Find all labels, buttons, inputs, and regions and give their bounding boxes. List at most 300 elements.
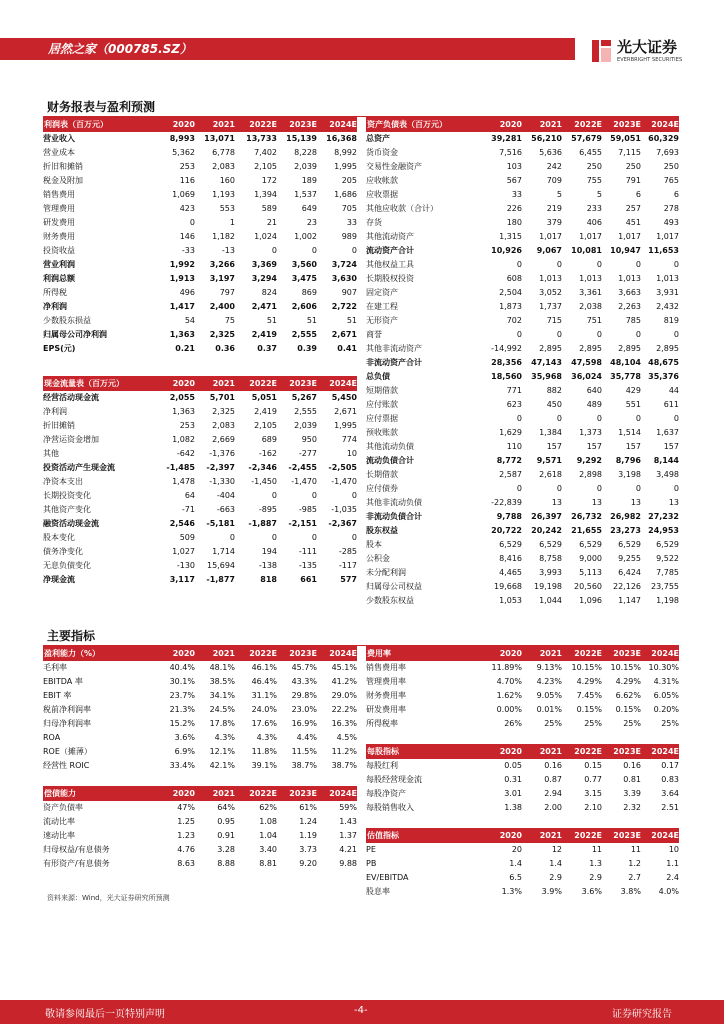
row-value: 3,663 [618,288,641,297]
row-label: 净利润 [43,302,67,311]
row-value: 16,368 [326,134,357,143]
brand-name: 光大证券 [617,38,678,56]
row-value: 882 [546,386,562,395]
row-value: 6.9% [174,747,195,756]
row-value: 5,113 [579,568,602,577]
row-value: 2,432 [656,302,679,311]
row-value: 6,529 [579,540,602,549]
row-value: 0 [635,414,641,423]
row-label: 短期借款 [366,386,398,395]
row-value: 2,419 [254,407,277,416]
row-value: 0 [596,484,602,493]
row-value: 24.5% [209,705,235,714]
row-value: 3.6% [581,887,602,896]
row-value: 3,294 [251,274,277,283]
row-value: 2,039 [294,421,317,430]
table-header-year: 2023E [277,376,317,391]
row-value: 2,722 [331,302,357,311]
row-value: 989 [341,232,357,241]
row-value: 24.0% [251,705,277,714]
row-value: 3,724 [331,260,357,269]
table-row [43,286,357,300]
row-value: 1,013 [618,274,641,283]
row-label: 应付票据 [366,414,398,423]
row-value: 765 [663,176,679,185]
table-row [366,356,679,370]
row-value: 29.0% [331,691,357,700]
income-statement-table [43,117,357,356]
row-label: 流动负债合计 [366,456,414,465]
row-value: 10.15% [571,663,602,672]
table-row [43,342,357,356]
row-value: 1.38 [504,803,522,812]
row-value: 33 [511,190,522,199]
row-label: 每股销售收入 [366,803,414,812]
row-value: 30.1% [169,677,195,686]
row-value: 709 [546,176,562,185]
table-header-year: 2024E [641,117,679,132]
row-value: 0.20% [653,705,679,714]
row-value: 1,027 [172,547,195,556]
row-value: -5,181 [206,519,235,528]
row-value: 8,796 [615,456,641,465]
row-value: 1.4 [549,859,562,868]
row-value: 2,105 [254,421,277,430]
row-label: EBIT 率 [43,691,72,700]
row-value: 0.77 [584,775,602,784]
row-value: 15,694 [207,561,235,570]
row-value: 7,402 [254,148,277,157]
table-row [43,829,357,843]
row-value: 42.1% [209,761,235,770]
row-value: 771 [506,386,522,395]
row-value: -14,992 [491,344,522,353]
row-value: 9.88 [339,859,357,868]
table-row [366,675,679,689]
table-row [366,328,679,342]
table-row [366,580,679,594]
row-value: 2.51 [661,803,679,812]
row-value: 8.88 [217,859,235,868]
table-header-year: 2024E [317,376,357,391]
row-value: 2,895 [579,344,602,353]
table-row [366,286,679,300]
row-value: 1,629 [499,428,522,437]
row-value: 4.21 [339,845,357,854]
row-value: 7,115 [618,148,641,157]
row-label: 资产负债率 [43,803,83,812]
row-label: 投资收益 [43,246,75,255]
row-value: 11.89% [491,663,522,672]
per-share-table [366,744,679,815]
row-label: 所得税率 [366,719,398,728]
row-value: 13,071 [204,134,235,143]
row-value: 64% [217,803,235,812]
row-value: 28,356 [491,358,522,367]
row-label: 折旧摊销 [43,421,75,430]
row-value: -71 [181,505,195,514]
table-header-label: 费用率 [366,646,482,661]
row-value: 278 [663,204,679,213]
row-value: 2,895 [539,344,562,353]
row-value: 7,693 [656,148,679,157]
row-value: 2,555 [291,330,317,339]
row-value: 1,995 [334,421,357,430]
row-value: 20,722 [491,526,522,535]
row-value: 567 [506,176,522,185]
row-label: 总资产 [366,134,390,143]
row-label: 有形资产/有息债务 [43,859,110,868]
table-row [43,745,357,759]
row-value: 553 [219,204,235,213]
table-row [366,496,679,510]
row-value: -404 [216,491,235,500]
row-value: 5 [556,190,562,199]
row-value: 21 [266,218,277,227]
row-label: 其他应收款（合计） [366,204,438,213]
row-value: 8,144 [653,456,679,465]
table-header-year: 2022E [235,786,277,801]
row-value: 1,013 [656,274,679,283]
row-value: 1.23 [177,831,195,840]
row-value: 3.01 [504,789,522,798]
row-value: -2,346 [248,463,277,472]
row-label: 折旧和摊销 [43,162,83,171]
row-value: 0 [556,260,562,269]
row-value: 702 [506,316,522,325]
row-value: 785 [625,316,641,325]
row-value: 11.5% [291,747,317,756]
row-value: 1.19 [299,831,317,840]
row-value: 1.1 [666,859,679,868]
table-row [366,146,679,160]
table-row [43,717,357,731]
row-label: 财务费用率 [366,691,406,700]
table-row [43,405,357,419]
row-value: 253 [179,421,195,430]
table-row [43,419,357,433]
row-value: 35,778 [610,372,641,381]
row-value: 26% [504,719,522,728]
row-value: 6,529 [499,540,522,549]
table-header-row [366,744,679,759]
row-value: 3,266 [209,260,235,269]
row-value: 819 [663,316,679,325]
row-value: 755 [586,176,602,185]
row-value: 2,671 [331,330,357,339]
row-label: 其他资产变化 [43,505,91,514]
row-value: 15,139 [286,134,317,143]
row-value: 6,455 [579,148,602,157]
table-row [366,342,679,356]
table-header-year: 2024E [641,828,679,843]
table-header-label: 估值指标 [366,828,482,843]
table-row [366,759,679,773]
table-row [366,661,679,675]
row-value: -22,839 [491,498,522,507]
table-row [43,433,357,447]
row-value: 1,017 [618,232,641,241]
row-label: ROE（摊薄） [43,747,92,756]
row-value: 10.30% [648,663,679,672]
row-value: 13 [630,498,641,507]
table-row [43,545,357,559]
row-value: 0.15% [576,705,602,714]
row-value: 3,931 [656,288,679,297]
row-value: 33.4% [169,761,195,770]
row-value: -13 [221,246,235,255]
row-value: 6,529 [656,540,679,549]
row-label: 长期股权投资 [366,274,414,283]
table-row [43,815,357,829]
row-value: 160 [219,176,235,185]
table-row [43,244,357,258]
table-row [43,188,357,202]
row-value: 1,537 [294,190,317,199]
row-value: 116 [179,176,195,185]
row-value: 0.31 [504,775,522,784]
row-value: 0 [673,260,679,269]
row-label: 管理费用率 [366,677,406,686]
table-row [366,482,679,496]
row-value: 15.2% [169,719,195,728]
row-value: 1,002 [294,232,317,241]
row-value: 0 [189,218,195,227]
row-value: 1,082 [172,435,195,444]
row-value: 3.6% [174,733,195,742]
row-value: 589 [261,204,277,213]
row-value: 3.64 [661,789,679,798]
row-value: 2,038 [579,302,602,311]
row-value: 10.15% [610,663,641,672]
row-value: 9.20 [299,859,317,868]
row-value: 20 [511,845,522,854]
row-value: 5,450 [331,393,357,402]
table-row [43,272,357,286]
row-value: 38.7% [291,761,317,770]
row-value: 1.4 [509,859,522,868]
row-value: 22.2% [331,705,357,714]
row-value: 1.08 [259,817,277,826]
row-value: 11.2% [331,747,357,756]
row-label: 净现金流 [43,575,75,584]
table-row [43,258,357,272]
table-row [366,412,679,426]
table-header-row [366,828,679,843]
row-value: 4,465 [499,568,522,577]
row-value: 1,478 [172,477,195,486]
table-row [366,370,679,384]
row-value: 20,242 [531,526,562,535]
row-label: 股本 [366,540,382,549]
row-value: 43.3% [291,677,317,686]
row-value: 0 [556,330,562,339]
table-header-year: 2023E [602,646,641,661]
row-label: EBITDA 率 [43,677,83,686]
row-value: 1 [229,218,235,227]
row-value: 35,376 [648,372,679,381]
row-value: 23,755 [651,582,679,591]
profitability-table [43,646,357,773]
table-header-year: 2024E [641,646,679,661]
row-label: 应付账款 [366,400,398,409]
company-title: 居然之家（000785.SZ） [48,42,193,56]
row-value: 12.1% [209,747,235,756]
table-row [366,510,679,524]
row-value: 429 [625,386,641,395]
table-header-year: 2022E [562,828,602,843]
row-value: 17.8% [209,719,235,728]
row-value: 608 [506,274,522,283]
row-value: 0 [556,414,562,423]
row-value: 9,522 [656,554,679,563]
row-value: 1.2 [628,859,641,868]
row-label: 流动比率 [43,817,75,826]
row-value: 0 [516,330,522,339]
row-label: 少数股东损益 [43,316,91,325]
row-value: 869 [301,288,317,297]
row-value: 3,198 [618,470,641,479]
row-value: 0 [516,260,522,269]
table-header-label: 利润表（百万元） [43,117,151,132]
row-label: 货币资金 [366,148,398,157]
table-row [366,272,679,286]
row-value: 6,778 [212,148,235,157]
row-value: -117 [338,561,357,570]
row-value: 4.5% [336,733,357,742]
row-value: 774 [341,435,357,444]
table-row [43,661,357,675]
row-value: 7,516 [499,148,522,157]
row-value: 57,679 [571,134,602,143]
row-value: 493 [663,218,679,227]
solvency-table [43,786,357,871]
row-value: 1,686 [334,190,357,199]
row-value: 25% [544,719,562,728]
row-value: 6.5 [509,873,522,882]
row-value: 509 [179,533,195,542]
row-value: 1,182 [212,232,235,241]
row-label: 融资活动现金流 [43,519,99,528]
table-header-year: 2023E [602,828,641,843]
row-label: 归母权益/有息债务 [43,845,110,854]
row-value: -2,367 [328,519,357,528]
row-value: 1,714 [212,547,235,556]
table-row [366,594,679,608]
row-value: 157 [546,442,562,451]
row-label: 长期投资变化 [43,491,91,500]
row-value: 39.1% [251,761,277,770]
row-label: 研发费用 [43,218,75,227]
row-value: 1,394 [254,190,277,199]
row-label: 营业成本 [43,148,75,157]
page-number: -4- [354,1005,368,1016]
table-header-row [366,646,679,661]
row-value: 0 [351,491,357,500]
row-label: 无形资产 [366,316,398,325]
row-value: -2,505 [328,463,357,472]
row-value: 4.31% [653,677,679,686]
table-header-year: 2022E [235,117,277,132]
row-value: 0 [351,533,357,542]
row-value: 8,228 [294,148,317,157]
row-value: 406 [586,218,602,227]
row-value: 4.29% [576,677,602,686]
row-value: 9,255 [618,554,641,563]
table-row [43,132,357,146]
row-label: 少数股东权益 [366,596,414,605]
row-value: 1.24 [299,817,317,826]
row-value: 0 [673,414,679,423]
table-row [366,787,679,801]
row-value: 0.15 [584,761,602,770]
row-value: 18,560 [491,372,522,381]
row-value: 379 [546,218,562,227]
table-header-year: 2024E [317,786,357,801]
row-value: 13,733 [246,134,277,143]
row-value: 25% [661,719,679,728]
table-header-year: 2021 [522,646,562,661]
row-value: 26,732 [571,512,602,521]
row-value: 3,052 [539,288,562,297]
row-value: 450 [546,400,562,409]
row-label: 长期借款 [366,470,398,479]
row-label: 存货 [366,218,382,227]
row-value: 48,104 [610,358,641,367]
table-row [43,202,357,216]
row-label: PB [366,859,377,868]
row-value: 0.41 [337,344,357,353]
row-value: 29.8% [291,691,317,700]
row-label: PE [366,845,376,854]
source-note: 资料来源：Wind，光大证券研究所预测 [47,894,170,902]
row-value: 1,873 [499,302,522,311]
row-value: 250 [663,162,679,171]
table-header-year: 2021 [522,828,562,843]
row-value: 3,630 [331,274,357,283]
row-value: 1.3 [589,859,602,868]
row-value: -1,035 [331,505,357,514]
row-value: 0 [635,484,641,493]
row-value: 24,953 [648,526,679,535]
row-label: 毛利率 [43,663,67,672]
table-row [43,731,357,745]
table-row [43,146,357,160]
row-label: 经营活动现金流 [43,393,99,402]
row-value: 2,895 [656,344,679,353]
row-value: 35,968 [531,372,562,381]
row-value: -2,151 [288,519,317,528]
row-value: -111 [298,547,317,556]
row-value: 2,400 [209,302,235,311]
row-value: 0 [351,246,357,255]
row-value: 8,758 [539,554,562,563]
row-value: 0 [516,414,522,423]
row-value: 6,424 [618,568,641,577]
table-row [43,461,357,475]
table-row [43,573,357,587]
row-value: 19,198 [534,582,562,591]
row-value: 2,669 [212,435,235,444]
table-header-label: 盈利能力（%） [43,646,151,661]
row-value: 2,471 [251,302,277,311]
row-value: 8.81 [259,859,277,868]
row-value: 157 [586,442,602,451]
row-label: 管理费用 [43,204,75,213]
row-value: 44 [668,386,679,395]
row-value: 0.83 [661,775,679,784]
row-value: 59,051 [610,134,641,143]
